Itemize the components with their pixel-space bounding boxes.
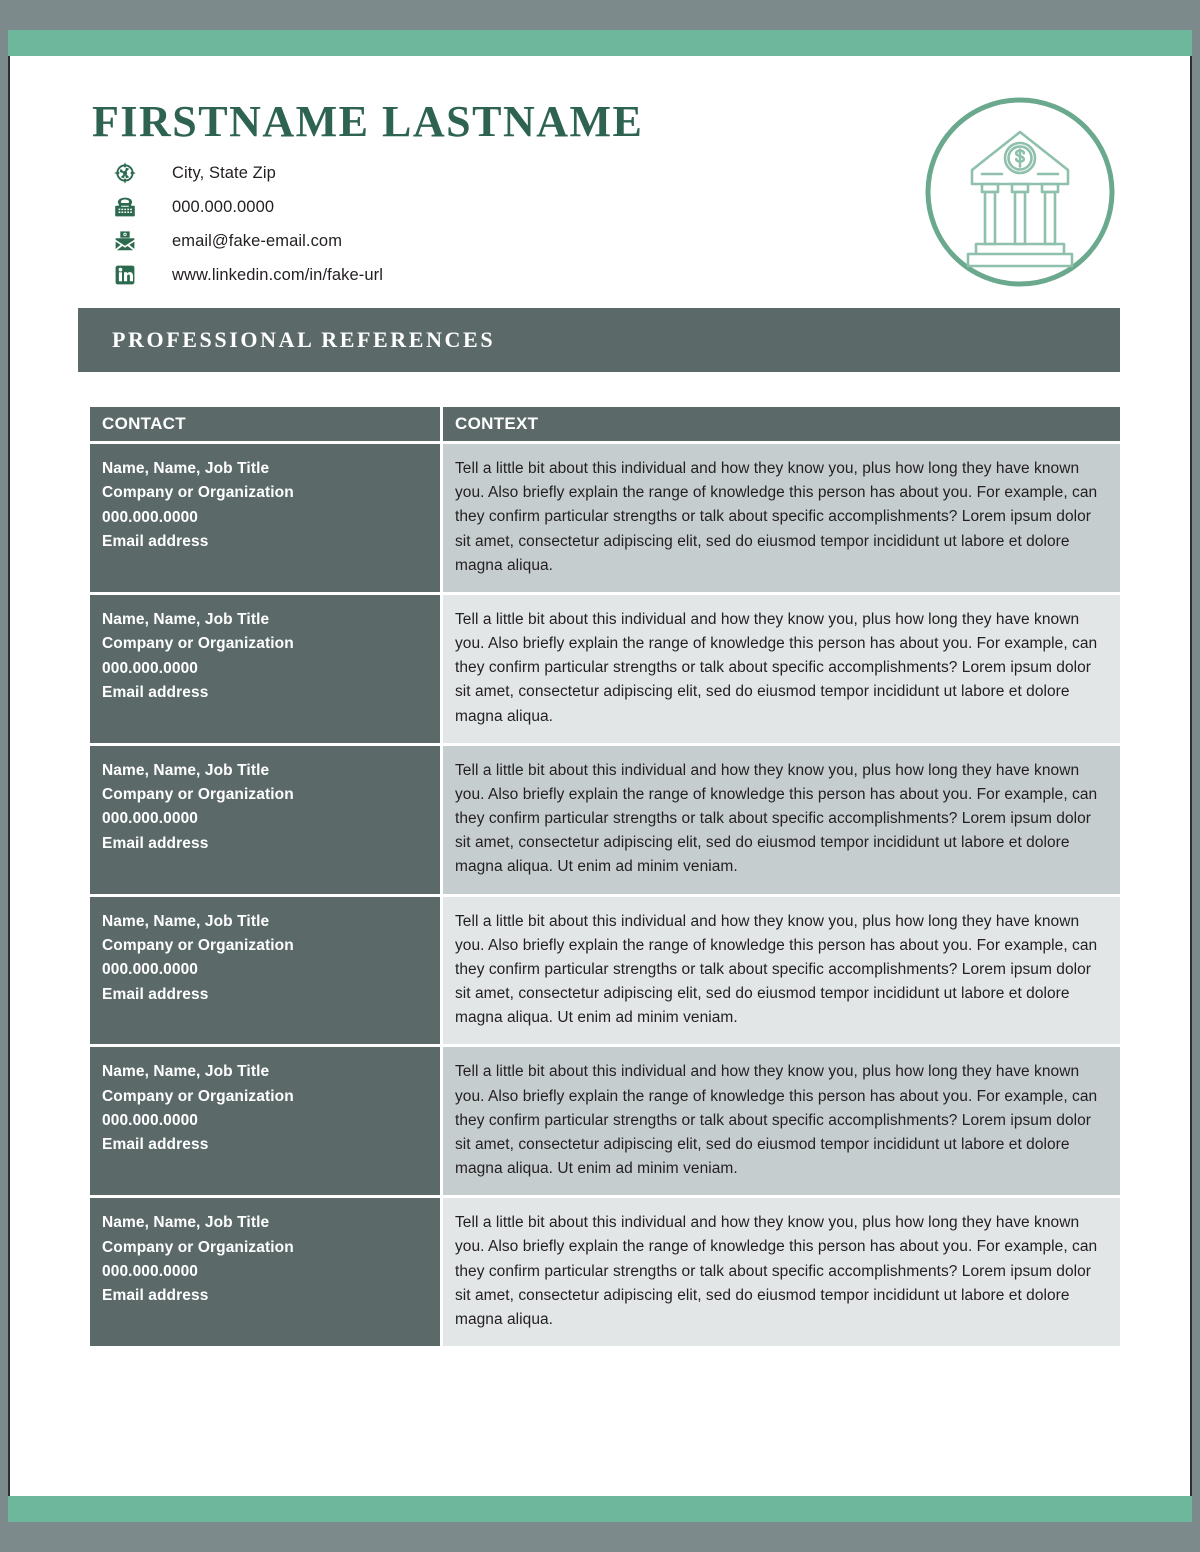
reference-company: Company or Organization (102, 635, 294, 653)
reference-email: Email address (102, 1136, 209, 1154)
reference-contact-cell (90, 1198, 440, 1346)
reference-context-cell: Tell a little bit about this individual and how they know you, plus how long they have known you. Also briefly explain the range of knowledge this person has about you. For example, can they confirm particular strengths or talk about specific accomplishments? Lorem ipsum dolor sit amet, consectetur adipiscing elit, sed do eiusmod tempor incididunt ut labore et dolore magna aliqua. (443, 444, 1120, 592)
column-header-context: CONTEXT (443, 407, 1120, 441)
reference-contact-cell (90, 897, 440, 1045)
reference-name-line: Name, Name, Job Title (102, 912, 270, 930)
column-header-contact: CONTACT (90, 407, 440, 441)
reference-context-cell: Tell a little bit about this individual and how they know you, plus how long they have known you. Also briefly explain the range of knowledge this person has about you. For example, can they confirm particular strengths or talk about specific accomplishments? Lorem ipsum dolor sit amet, consectetur adipiscing elit, sed do eiusmod tempor incididunt ut labore et dolore magna aliqua. Ut enim ad minim veniam. (443, 1047, 1120, 1195)
reference-company: Company or Organization (102, 484, 294, 502)
reference-contact-cell (90, 444, 440, 592)
table-row (90, 746, 1120, 894)
reference-email: Email address (102, 532, 209, 550)
table-row (90, 1198, 1120, 1346)
reference-email: Email address (102, 683, 209, 701)
reference-contact-cell (90, 1047, 440, 1195)
contact-info-list (110, 156, 383, 292)
contact-row-linkedin (110, 258, 383, 292)
reference-company: Company or Organization (102, 1087, 294, 1105)
table-body (90, 444, 1120, 1346)
table-head (90, 407, 1120, 441)
reference-context-cell: Tell a little bit about this individual and how they know you, plus how long they have known you. Also briefly explain the range of knowledge this person has about you. For example, can they confirm particular strengths or talk about specific accomplishments? Lorem ipsum dolor sit amet, consectetur adipiscing elit, sed do eiusmod tempor incididunt ut labore et dolore magna aliqua. (443, 1198, 1120, 1346)
reference-company: Company or Organization (102, 786, 294, 804)
table-row (90, 897, 1120, 1045)
section-title: PROFESSIONAL REFERENCES (112, 327, 496, 352)
page-title: FIRSTNAME LASTNAME (92, 97, 644, 146)
telephone-icon (110, 192, 140, 222)
reference-context-cell: Tell a little bit about this individual and how they know you, plus how long they have known you. Also briefly explain the range of knowledge this person has about you. For example, can they confirm particular strengths or talk about specific accomplishments? Lorem ipsum dolor sit amet, consectetur adipiscing elit, sed do eiusmod tempor incididunt ut labore et dolore magna aliqua. (443, 595, 1120, 743)
contact-email-text: email@fake-email.com (172, 231, 343, 250)
email-envelope-icon (110, 226, 140, 256)
reference-company: Company or Organization (102, 1238, 294, 1256)
reference-phone: 000.000.0000 (102, 961, 199, 979)
references-table-container (90, 404, 1120, 1349)
location-compass-icon (110, 158, 140, 188)
reference-email: Email address (102, 1287, 209, 1305)
reference-company: Company or Organization (102, 936, 294, 954)
table-row (90, 444, 1120, 592)
reference-phone: 000.000.0000 (102, 1112, 199, 1130)
reference-context-cell: Tell a little bit about this individual and how they know you, plus how long they have known you. Also briefly explain the range of knowledge this person has about you. For example, can they confirm particular strengths or talk about specific accomplishments? Lorem ipsum dolor sit amet, consectetur adipiscing elit, sed do eiusmod tempor incididunt ut labore et dolore magna aliqua. Ut enim ad minim veniam. (443, 897, 1120, 1045)
reference-name-line: Name, Name, Job Title (102, 1063, 270, 1081)
reference-context-cell: Tell a little bit about this individual and how they know you, plus how long they have known you. Also briefly explain the range of knowledge this person has about you. For example, can they confirm particular strengths or talk about specific accomplishments? Lorem ipsum dolor sit amet, consectetur adipiscing elit, sed do eiusmod tempor incididunt ut labore et dolore magna aliqua. Ut enim ad minim veniam. (443, 746, 1120, 894)
table-header-row (90, 407, 1120, 441)
references-table (90, 404, 1120, 1349)
reference-phone: 000.000.0000 (102, 508, 199, 526)
reference-name-line: Name, Name, Job Title (102, 610, 270, 628)
page-sheet (8, 56, 1192, 1496)
reference-email: Email address (102, 834, 209, 852)
contact-location-text: City, State Zip (172, 163, 276, 182)
bottom-accent-band (8, 1496, 1192, 1522)
reference-phone: 000.000.0000 (102, 659, 199, 677)
bank-building-dollar-emblem (920, 92, 1120, 292)
table-row (90, 595, 1120, 743)
top-accent-band (8, 30, 1192, 56)
contact-row-phone (110, 190, 383, 224)
reference-name-line: Name, Name, Job Title (102, 1214, 270, 1232)
contact-phone-text: 000.000.0000 (172, 197, 275, 216)
reference-phone: 000.000.0000 (102, 810, 199, 828)
header (10, 56, 1190, 308)
reference-phone: 000.000.0000 (102, 1262, 199, 1280)
contact-row-email (110, 224, 383, 258)
contact-linkedin-text: www.linkedin.com/in/fake-url (172, 265, 383, 284)
table-row (90, 1047, 1120, 1195)
linkedin-icon (110, 260, 140, 290)
reference-contact-cell (90, 746, 440, 894)
reference-name-line: Name, Name, Job Title (102, 460, 270, 477)
reference-email: Email address (102, 985, 209, 1003)
section-header-bar (78, 308, 1120, 372)
reference-contact-cell (90, 595, 440, 743)
contact-row-location (110, 156, 383, 190)
reference-name-line: Name, Name, Job Title (102, 761, 270, 779)
